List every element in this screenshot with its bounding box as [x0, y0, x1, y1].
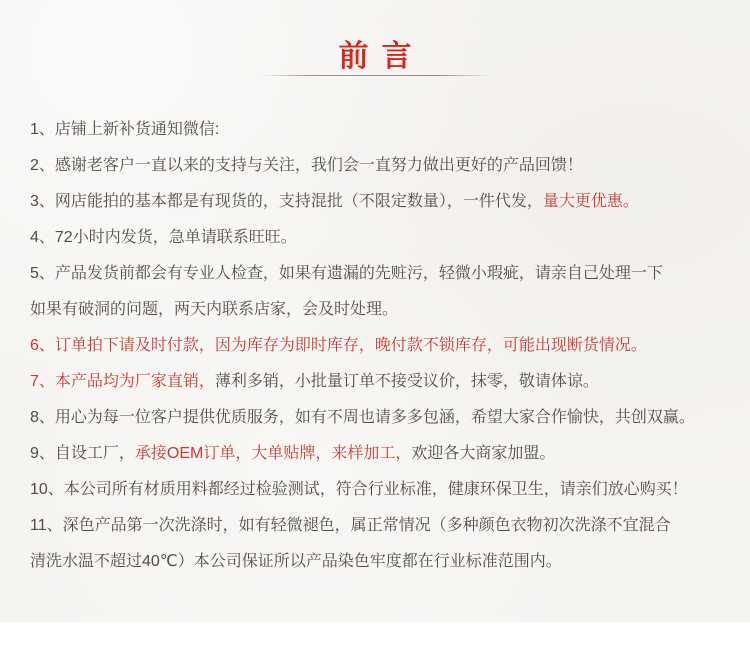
notice-item-9 [30, 436, 722, 472]
notice-text: 11、深色产品第一次洗涤时，如有轻微褪色，属正常情况（多种颜色衣物初次洗涤不宜混合 [30, 517, 671, 534]
notice-item-2 [30, 148, 722, 184]
notice-text: 4、72小时内发货，急单请联系旺旺。 [30, 229, 297, 246]
notice-text: 欢迎各大商家加盟。 [411, 445, 556, 462]
notice-text: 如果有破洞的问题，两天内联系店家，会及时处理。 [30, 301, 399, 318]
notice-text: 5、产品发货前都会有专业人检查，如果有遗漏的先赃污，轻微小瑕疵，请亲自己处理一下 [30, 265, 663, 282]
notice-item-4 [30, 220, 722, 256]
notice-item-3 [30, 184, 722, 220]
page-title: 前言 [338, 40, 425, 73]
notice-item-8 [30, 400, 722, 436]
notice-text-red: 6、订单拍下请及时付款，因为库存为即时库存，晚付款不锁库存，可能出现断货情况。 [30, 337, 647, 354]
notice-text: 清洗水温不超过40℃）本公司保证所以产品染色牢度都在行业标准范围内。 [30, 553, 562, 570]
notice-text: 薄利多销，小批量订单不接受议价，抹零，敬请体谅。 [214, 373, 599, 390]
notice-item-5 [30, 256, 722, 328]
notice-text-red: 量大更优惠。 [542, 193, 639, 210]
notice-item-11 [30, 508, 722, 580]
notice-text-red: 7、本产品均为厂家直销， [30, 373, 215, 390]
notice-text: 10、本公司所有材质用料都经过检验测试，符合行业标准，健康环保卫生，请亲们放心购买！ [30, 481, 688, 498]
notice-text: 8、用心为每一位客户提供优质服务，如有不周也请多多包涵，希望大家合作愉快，共创双赢。 [30, 409, 695, 426]
notice-text: 3、网店能拍的基本都是有现货的，支持混批（不限定数量），一件代发， [30, 193, 543, 210]
notice-text-red: 承接OEM订单，大单贴牌，来样加工， [134, 445, 412, 462]
notice-list [30, 112, 722, 580]
notice-item-7 [30, 364, 722, 400]
title-underline [260, 75, 490, 76]
page-header [0, 0, 750, 76]
notice-text: 1、店铺上新补货通知微信: [30, 121, 220, 138]
notice-item-6 [30, 328, 722, 364]
notice-text: 9、自设工厂， [30, 445, 135, 462]
notice-text: 2、感谢老客户一直以来的支持与关注，我们会一直努力做出更好的产品回馈！ [30, 157, 583, 174]
notice-item-10 [30, 472, 722, 508]
notice-item-1 [30, 112, 722, 148]
